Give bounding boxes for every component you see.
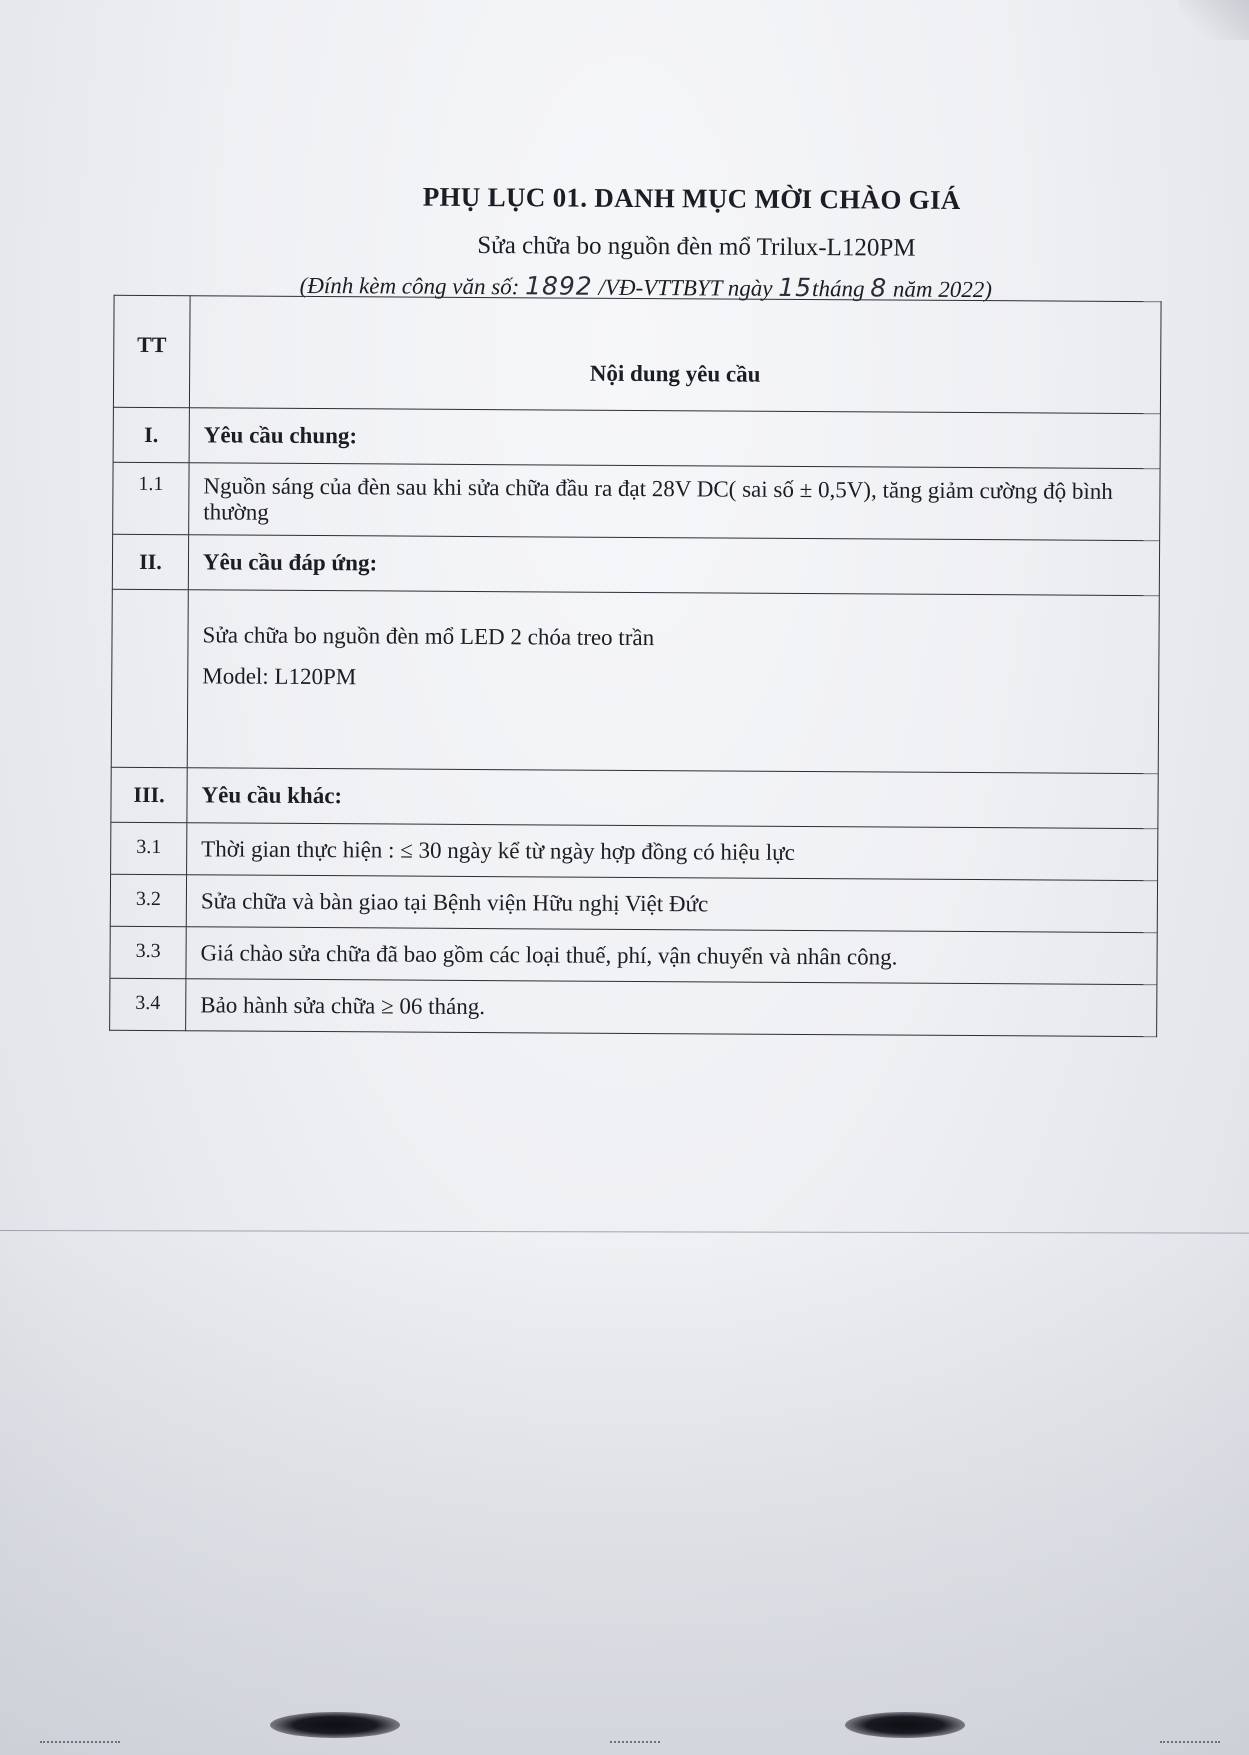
- table-row: [110, 978, 1157, 1036]
- handwritten-day: 15: [778, 272, 813, 303]
- item-number: 3.2: [110, 874, 186, 926]
- section-number: III.: [111, 767, 187, 822]
- section-row: [112, 534, 1159, 595]
- item-number: 3.1: [111, 822, 187, 874]
- table-row: [113, 462, 1160, 540]
- handwritten-month: 8: [870, 273, 888, 303]
- section-row: [111, 767, 1158, 828]
- scan-dots: [610, 1741, 660, 1746]
- empty-cell: [111, 589, 188, 767]
- item-text: Thời gian thực hiện : ≤ 30 ngày kể từ ngày hợp đồng có hiệu lực: [187, 823, 1158, 881]
- column-header-content: Nội dung yêu cầu: [189, 296, 1161, 414]
- handwritten-doc-number: 1892: [525, 271, 593, 301]
- table-row: [111, 589, 1159, 773]
- paper-shadow: [0, 1240, 1249, 1755]
- section-row: [113, 407, 1160, 468]
- item-text: Sửa chữa và bàn giao tại Bệnh viện Hữu nghị Việt Đức: [186, 875, 1157, 933]
- item-number: 3.3: [110, 926, 186, 978]
- table-row: [111, 822, 1158, 880]
- section-title: Yêu cầu chung:: [189, 408, 1160, 469]
- body-line: Sửa chữa bo nguồn đèn mổ LED 2 chóa treo trần: [202, 622, 655, 651]
- item-number: 3.4: [110, 978, 186, 1030]
- item-text: Bảo hành sửa chữa ≥ 06 tháng.: [186, 979, 1157, 1037]
- ink-smudge-right: [845, 1712, 965, 1738]
- item-text: Nguồn sáng của đèn sau khi sửa chữa đầu ra đạt 28V DC( sai số ± 0,5V), tăng giảm cường độ bình thường: [189, 463, 1160, 541]
- section-number: II.: [112, 534, 188, 589]
- item-text: Giá chào sửa chữa đã bao gồm các loại thuế, phí, vận chuyển và nhân công.: [186, 927, 1157, 985]
- attachment-prefix: (Đính kèm công văn số:: [299, 272, 520, 300]
- document-subtitle: Sửa chữa bo nguồn đèn mổ Trilux-L120PM: [477, 232, 916, 262]
- ink-smudge-left: [270, 1712, 400, 1738]
- scan-dots: [40, 1741, 120, 1746]
- requirements-table: [109, 295, 1161, 1037]
- section-title: Yêu cầu khác:: [187, 768, 1158, 829]
- section-title: Yêu cầu đáp ứng:: [188, 535, 1159, 596]
- section-body: [187, 590, 1159, 774]
- document-title: PHỤ LỤC 01. DANH MỤC MỜI CHÀO GIÁ: [422, 181, 961, 215]
- section-number: I.: [113, 407, 189, 462]
- item-number: 1.1: [113, 462, 189, 534]
- table-header-row: [113, 295, 1161, 413]
- table-row: [110, 926, 1157, 984]
- table-row: [110, 874, 1157, 932]
- attachment-month-label: tháng: [812, 276, 865, 302]
- body-line: Model: L120PM: [202, 663, 357, 690]
- attachment-code: /VĐ-VTTBYT ngày: [598, 274, 773, 301]
- column-header-tt: TT: [113, 295, 190, 407]
- attachment-year-label: năm 2022): [892, 276, 993, 303]
- scan-dots: [1160, 1741, 1220, 1746]
